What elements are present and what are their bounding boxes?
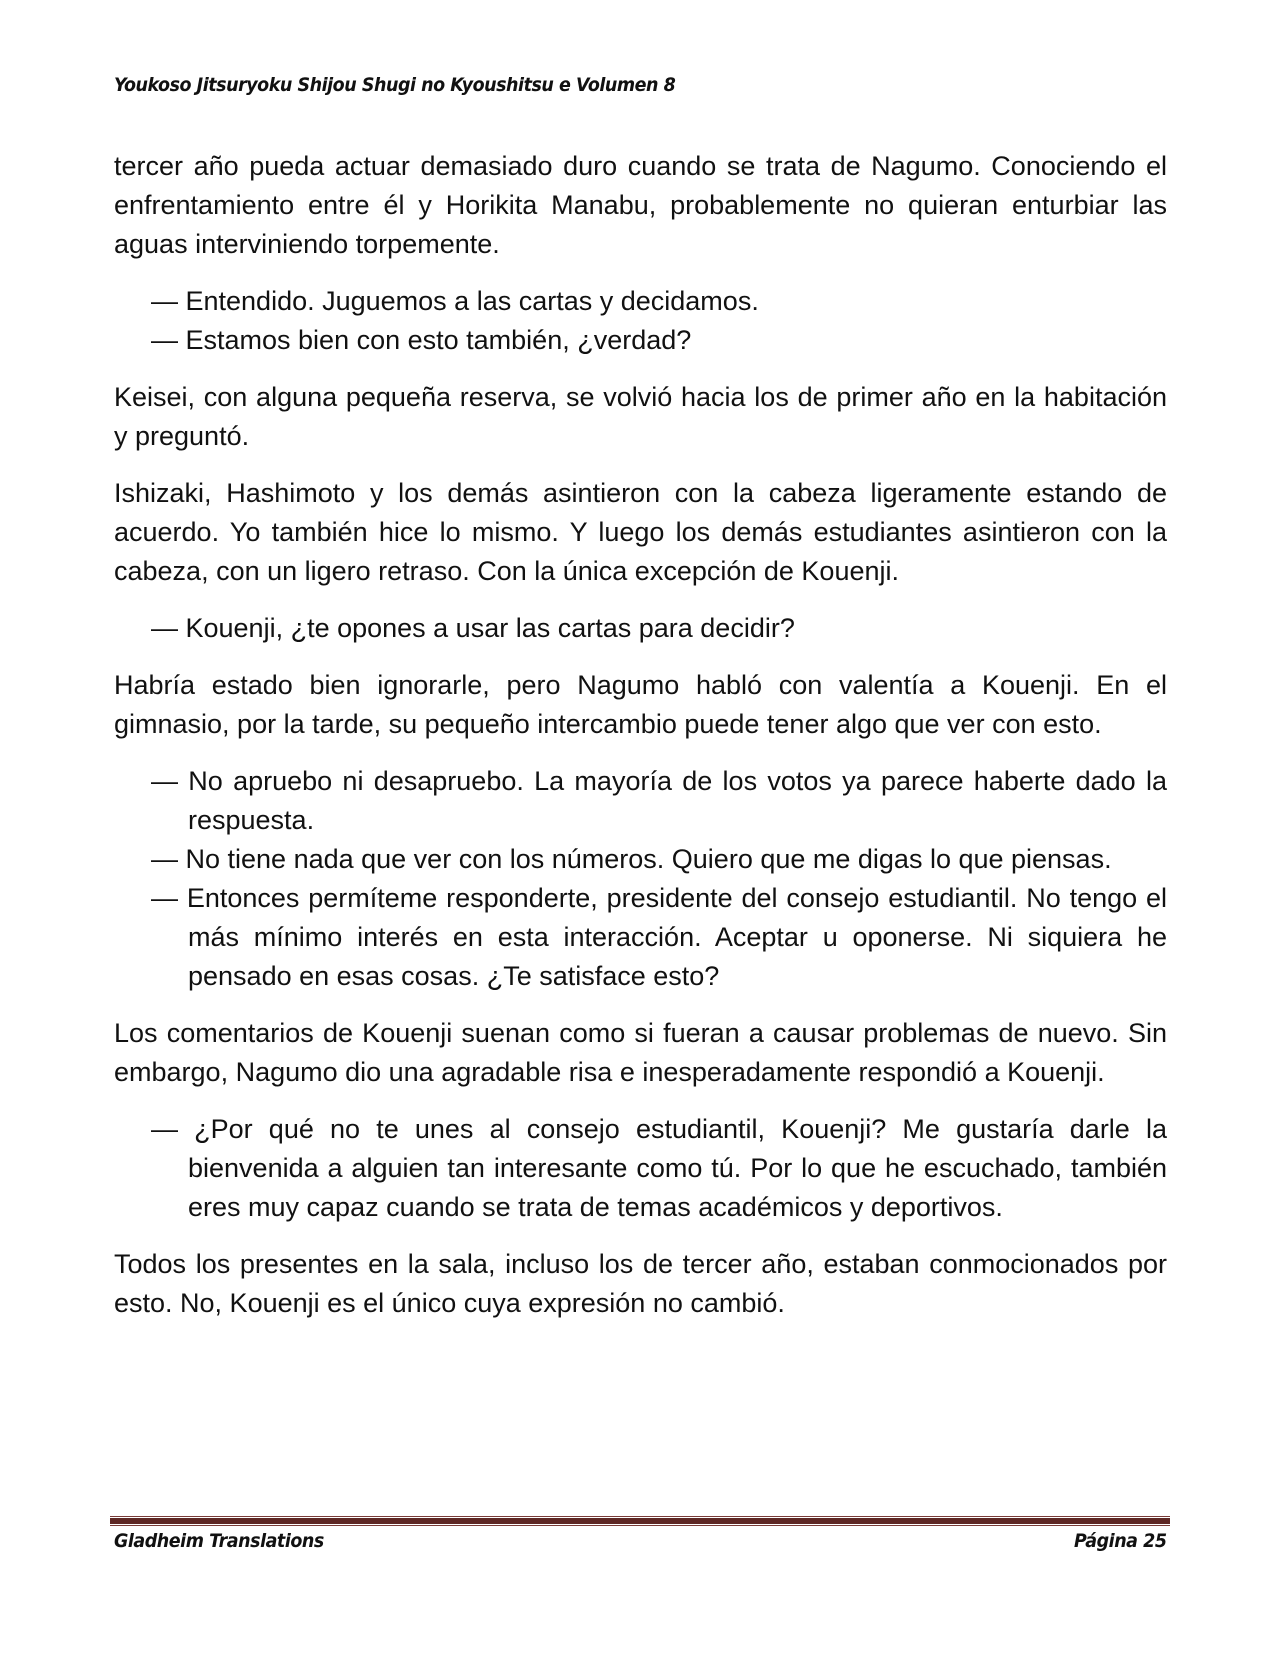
dialogue-block <box>114 1110 1167 1227</box>
dialogue-line: — Kouenji, ¿te opones a usar las cartas para decidir? <box>151 613 795 643</box>
dialogue-line: — No apruebo ni desapruebo. La mayoría de los votos ya parece haberte dado la respuesta. <box>151 766 1167 835</box>
dialogue-line: — Entonces permíteme responderte, presidente del consejo estudiantil. No tengo el más mínimo interés en esta interacción. Aceptar u oponerse. Ni siquiera he pensado en esas cosas. ¿Te satisface esto? <box>151 883 1167 991</box>
dialogue-block <box>114 282 1167 360</box>
dialogue-block <box>114 762 1167 996</box>
footer-page-number: Página 25 <box>1074 1530 1167 1552</box>
paragraph: Ishizaki, Hashimoto y los demás asintieron con la cabeza ligeramente estando de acuerdo. Yo también hice lo mismo. Y luego los demás estudiantes asintieron con la cabeza, con un ligero retraso. Con la única excepción de Kouenji. <box>114 478 1167 586</box>
footer-rule <box>110 1516 1170 1526</box>
dialogue-line: — Entendido. Juguemos a las cartas y decidamos. <box>151 286 759 316</box>
paragraph: Keisei, con alguna pequeña reserva, se volvió hacia los de primer año en la habitación y preguntó. <box>114 382 1167 451</box>
footer-translator: Gladheim Translations <box>114 1530 324 1552</box>
dialogue-block <box>114 609 1167 648</box>
dialogue-line: — No tiene nada que ver con los números. Quiero que me digas lo que piensas. <box>151 844 1112 874</box>
dialogue-line: — Estamos bien con esto también, ¿verdad? <box>151 325 692 355</box>
running-header: Youkoso Jitsuryoku Shijou Shugi no Kyoushitsu e Volumen 8 <box>114 74 676 96</box>
page-body <box>114 147 1167 1341</box>
paragraph: tercer año pueda actuar demasiado duro cuando se trata de Nagumo. Conociendo el enfrentamiento entre él y Horikita Manabu, probablemente no quieran enturbiar las aguas interviniendo torpemente. <box>114 151 1167 259</box>
paragraph: Los comentarios de Kouenji suenan como si fueran a causar problemas de nuevo. Sin embargo, Nagumo dio una agradable risa e inesperadamente respondió a Kouenji. <box>114 1018 1167 1087</box>
dialogue-line: — ¿Por qué no te unes al consejo estudiantil, Kouenji? Me gustaría darle la bienvenida a alguien tan interesante como tú. Por lo que he escuchado, también eres muy capaz cuando se trata de temas académicos y deportivos. <box>151 1114 1167 1222</box>
paragraph: Habría estado bien ignorarle, pero Nagumo habló con valentía a Kouenji. En el gimnasio, por la tarde, su pequeño intercambio puede tener algo que ver con esto. <box>114 670 1167 739</box>
paragraph: Todos los presentes en la sala, incluso los de tercer año, estaban conmocionados por esto. No, Kouenji es el único cuya expresión no cambió. <box>114 1249 1167 1318</box>
